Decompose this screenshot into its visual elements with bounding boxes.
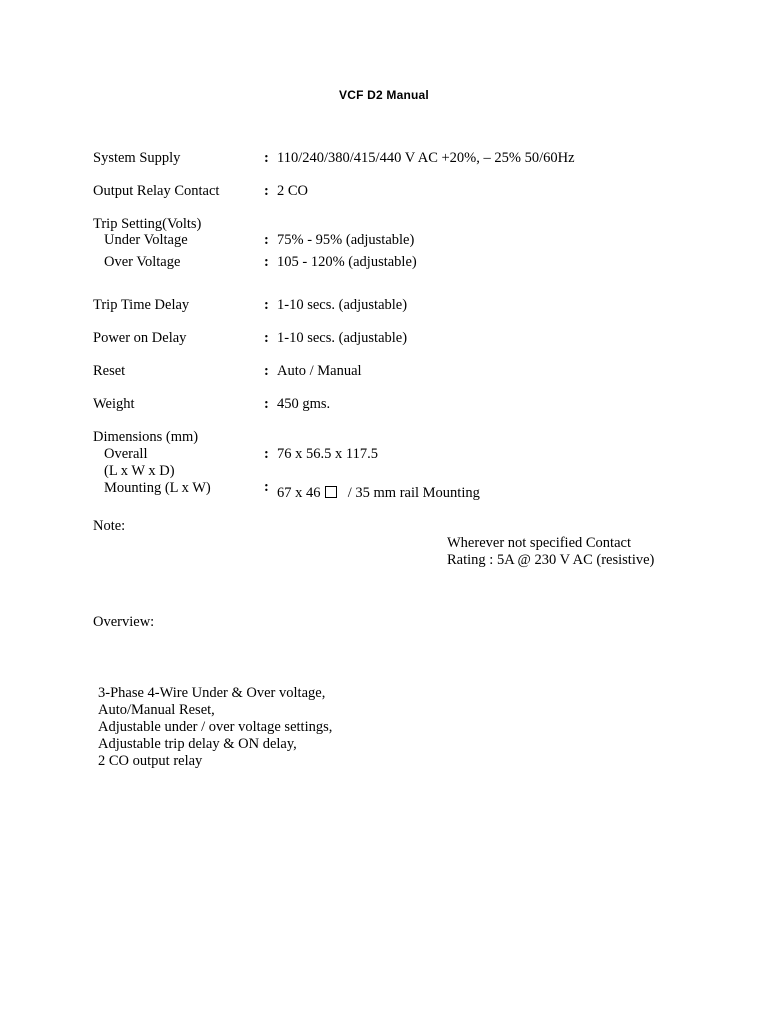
trip-setting-label: Trip Setting(Volts) xyxy=(93,216,202,232)
note-text: Wherever not specified Contact Rating : 5A @ 230 V AC (resistive) xyxy=(447,535,655,568)
colon: : xyxy=(264,446,269,462)
mounting-value xyxy=(277,485,480,502)
system-supply-value: 110/240/380/415/440 V AC +20%, – 25% 50/60Hz xyxy=(277,150,575,166)
mounting-value-size: 67 x 46 xyxy=(277,485,321,501)
lwd-label: (L x W x D) xyxy=(104,463,175,479)
overall-label: Overall xyxy=(104,446,148,462)
checkbox-glyph-icon xyxy=(325,486,337,498)
power-on-delay-value: 1-10 secs. (adjustable) xyxy=(277,330,408,346)
reset-value: Auto / Manual xyxy=(277,363,362,379)
power-on-delay-label: Power on Delay xyxy=(93,330,187,346)
colon: : xyxy=(264,363,269,379)
under-voltage-label: Under Voltage xyxy=(104,232,188,248)
overview-item: Auto/Manual Reset, xyxy=(98,702,215,718)
colon: : xyxy=(264,232,269,248)
note-label: Note: xyxy=(93,518,126,534)
mounting-label: Mounting (L x W) xyxy=(104,480,211,496)
overview-list xyxy=(98,685,332,770)
colon: : xyxy=(264,297,269,313)
colon: : xyxy=(264,396,269,412)
overall-value: 76 x 56.5 x 117.5 xyxy=(277,446,378,462)
over-voltage-value: 105 - 120% (adjustable) xyxy=(277,254,417,270)
trip-time-delay-label: Trip Time Delay xyxy=(93,297,190,313)
colon: : xyxy=(264,254,269,270)
colon: : xyxy=(264,479,269,495)
page-title: VCF D2 Manual xyxy=(339,88,429,102)
output-relay-label: Output Relay Contact xyxy=(93,183,220,199)
overview-item: Adjustable under / over voltage settings, xyxy=(98,719,333,735)
overview-item: Adjustable trip delay & ON delay, xyxy=(98,736,297,752)
colon: : xyxy=(264,150,269,166)
weight-label: Weight xyxy=(93,396,135,412)
system-supply-label: System Supply xyxy=(93,150,181,166)
overview-item: 3-Phase 4-Wire Under & Over voltage, xyxy=(98,685,326,701)
over-voltage-label: Over Voltage xyxy=(104,254,181,270)
dimensions-label: Dimensions (mm) xyxy=(93,429,199,445)
colon: : xyxy=(264,183,269,199)
overview-label: Overview: xyxy=(93,614,155,630)
colon: : xyxy=(264,330,269,346)
overview-item: 2 CO output relay xyxy=(98,753,203,769)
output-relay-value: 2 CO xyxy=(277,183,309,199)
mounting-value-rail: / 35 mm rail Mounting xyxy=(347,485,480,501)
reset-label: Reset xyxy=(93,363,126,379)
trip-time-delay-value: 1-10 secs. (adjustable) xyxy=(277,297,408,313)
under-voltage-value: 75% - 95% (adjustable) xyxy=(277,232,415,248)
weight-value: 450 gms. xyxy=(277,396,331,412)
